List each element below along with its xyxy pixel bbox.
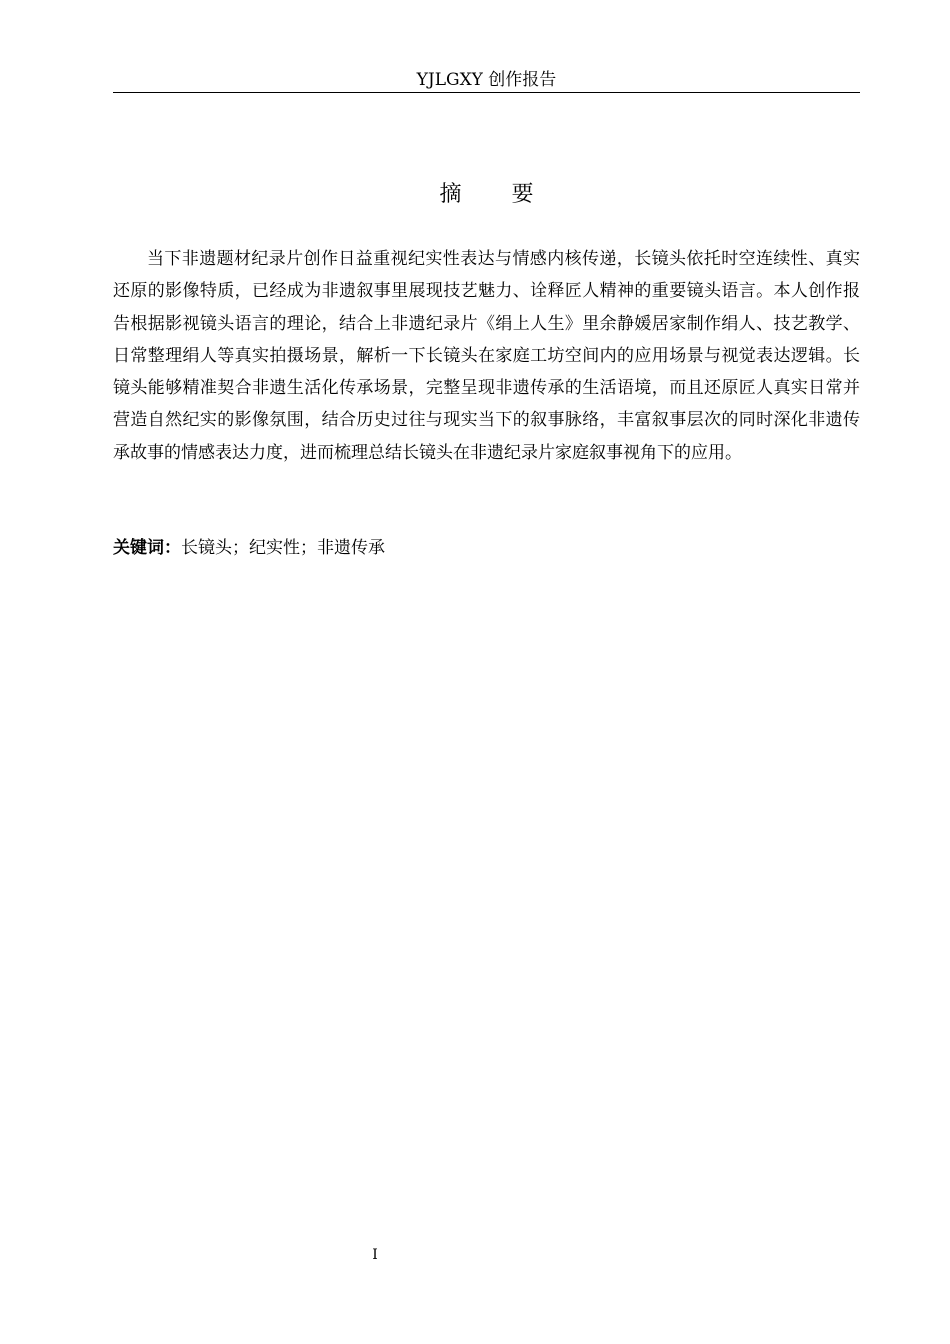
page-number: I: [372, 1247, 378, 1263]
keywords-value: 长镜头；纪实性；非遗传承: [181, 538, 385, 558]
page-header: YJLGXY 创作报告: [416, 70, 557, 90]
abstract-heading: 摘 要: [439, 182, 548, 207]
keywords-label: 关键词：: [113, 538, 181, 558]
keywords-line: [113, 533, 860, 563]
header-rule: [113, 92, 860, 93]
abstract-body: 当下非遗题材纪录片创作日益重视纪实性表达与情感内核传递，长镜头依托时空连续性、真实还原的影像特质，已经成为非遗叙事里展现技艺魅力、诠释匠人精神的重要镜头语言。本人创作报告根据影视镜头语言的理论，结合上非遗纪录片《绢上人生》里余静媛居家制作绢人、技艺教学、日常整理绢人等真实拍摄场景，解析一下长镜头在家庭工坊空间内的应用场景与视觉表达逻辑。长镜头能够精准契合非遗生活化传承场景，完整呈现非遗传承的生活语境，而且还原匠人真实日常并营造自然纪实的影像氛围，结合历史过往与现实当下的叙事脉络，丰富叙事层次的同时深化非遗传承故事的情感表达力度，进而梳理总结长镜头在非遗纪录片家庭叙事视角下的应用。: [113, 249, 860, 463]
